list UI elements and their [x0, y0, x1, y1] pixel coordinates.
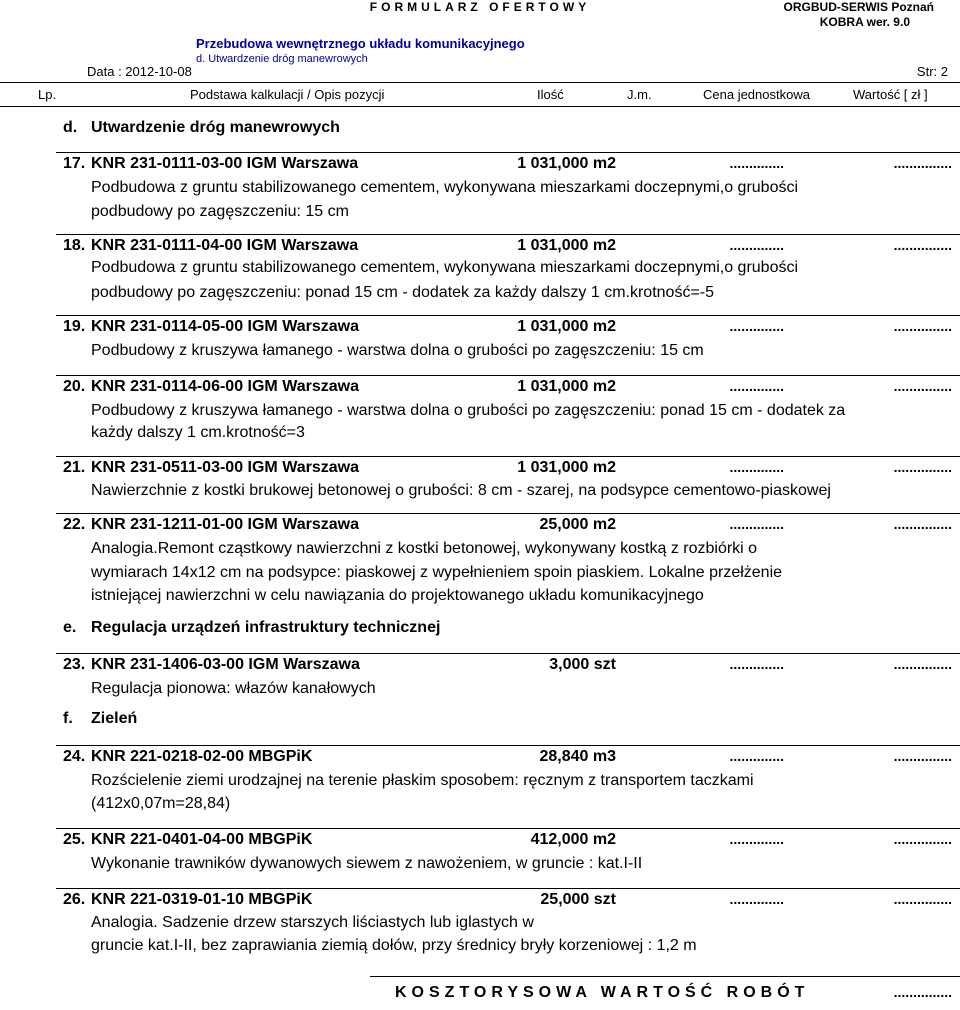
item-desc-line: Wykonanie trawników dywanowych siewem z nawożeniem, w gruncie : kat.I-II — [91, 855, 643, 872]
item-price: .............. — [729, 155, 784, 171]
item-price: .............. — [729, 831, 784, 847]
col-qty: Ilość — [537, 87, 564, 102]
item-price: .............. — [729, 891, 784, 907]
item-desc-line: Podbudowy z kruszywa łamanego - warstwa dolna o grubości po zagęszczeniu: 15 cm — [91, 342, 704, 359]
item-price: .............. — [729, 318, 784, 334]
item-code: KNR 231-0111-04-00 IGM Warszawa — [91, 237, 359, 254]
col-unit: J.m. — [627, 87, 652, 102]
item-qty: 1 031,000 m2 — [517, 459, 616, 476]
item-price: .............. — [729, 656, 784, 672]
item-desc-line: Nawierzchnie z kostki brukowej betonowej o grubości: 8 cm - szarej, na podsypce cementowo-piaskowej — [91, 482, 831, 499]
item-value: ............... — [893, 748, 952, 764]
item-desc-line: (412x0,07m=28,84) — [91, 795, 231, 812]
item-number: 22. — [63, 516, 86, 533]
item-rule — [56, 745, 960, 746]
software-version: KOBRA wer. 9.0 — [819, 15, 910, 29]
item-rule — [56, 456, 960, 457]
item-number: 18. — [63, 237, 86, 254]
item-desc-line: każdy dalszy 1 cm.krotność=3 — [91, 424, 305, 441]
item-desc-line: podbudowy po zagęszczeniu: ponad 15 cm - dodatek za każdy dalszy 1 cm.krotność=-5 — [91, 284, 715, 301]
item-rule — [56, 513, 960, 514]
document-date: Data : 2012-10-08 — [87, 64, 192, 79]
item-number: 26. — [63, 891, 86, 908]
item-desc-line: Podbudowy z kruszywa łamanego - warstwa dolna o grubości po zagęszczeniu: ponad 15 cm - dodatek za — [91, 402, 846, 419]
page-number: Str: 2 — [916, 64, 948, 79]
item-value: ............... — [893, 891, 952, 907]
section-title: Regulacja urządzeń infrastruktury technicznej — [91, 619, 441, 636]
header-bottom-rule — [0, 106, 960, 107]
item-desc-line: wymiarach 14x12 cm na podsypce: piaskowej z wypełnieniem spoin piaskiem. Lokalne przełżenie — [91, 564, 783, 581]
item-rule — [56, 888, 960, 889]
col-basis: Podstawa kalkulacji / Opis pozycji — [190, 87, 385, 102]
item-desc-line: Rozścielenie ziemi urodzajnej na terenie płaskim sposobem: ręcznym z transportem taczkami — [91, 772, 754, 789]
item-number: 23. — [63, 656, 86, 673]
total-rule — [370, 976, 960, 977]
item-number: 20. — [63, 378, 86, 395]
item-value: ............... — [893, 516, 952, 532]
item-price: .............. — [729, 237, 784, 253]
item-value: ............... — [893, 831, 952, 847]
item-rule — [56, 234, 960, 235]
company-name: ORGBUD-SERWIS Poznań — [783, 0, 934, 14]
section-title: Zieleń — [91, 710, 138, 727]
item-qty: 1 031,000 m2 — [517, 155, 616, 172]
item-value: ............... — [893, 318, 952, 334]
item-number: 24. — [63, 748, 86, 765]
item-code: KNR 221-0401-04-00 MBGPiK — [91, 831, 313, 848]
item-value: ............... — [893, 378, 952, 394]
item-code: KNR 231-0111-03-00 IGM Warszawa — [91, 155, 359, 172]
item-qty: 1 031,000 m2 — [517, 237, 616, 254]
form-title: FORMULARZ OFERTOWY — [369, 0, 591, 14]
item-code: KNR 231-1406-03-00 IGM Warszawa — [91, 656, 360, 673]
item-qty: 1 031,000 m2 — [517, 318, 616, 335]
item-rule — [56, 828, 960, 829]
item-qty: 25,000 m2 — [539, 516, 616, 533]
item-code: KNR 231-0114-06-00 IGM Warszawa — [91, 378, 359, 395]
item-rule — [56, 375, 960, 376]
item-code: KNR 231-0511-03-00 IGM Warszawa — [91, 459, 359, 476]
item-qty: 1 031,000 m2 — [517, 378, 616, 395]
col-unit-price: Cena jednostkowa — [703, 87, 810, 102]
col-lp: Lp. — [38, 87, 57, 102]
item-value: ............... — [893, 656, 952, 672]
total-label: KOSZTORYSOWA WARTOŚĆ ROBÓT — [395, 984, 810, 1001]
item-rule — [56, 315, 960, 316]
item-qty: 3,000 szt — [549, 656, 616, 673]
item-rule — [56, 152, 960, 153]
section-letter: e. — [63, 619, 77, 636]
item-price: .............. — [729, 748, 784, 764]
item-desc-line: Podbudowa z gruntu stabilizowanego cementem, wykonywana mieszarkami doczepnymi,o grubości — [91, 179, 799, 196]
item-value: ............... — [893, 155, 952, 171]
item-desc-line: Analogia. Sadzenie drzew starszych liściastych lub iglastych w — [91, 914, 534, 931]
item-price: .............. — [729, 516, 784, 532]
item-desc-line: Analogia.Remont cząstkowy nawierzchni z kostki betonowej, wykonywany kostką z rozbiórki o — [91, 540, 758, 557]
item-code: KNR 231-1211-01-00 IGM Warszawa — [91, 516, 359, 533]
item-number: 21. — [63, 459, 86, 476]
total-value: ............... — [893, 984, 952, 1000]
item-value: ............... — [893, 459, 952, 475]
col-value: Wartość [ zł ] — [853, 87, 928, 102]
item-value: ............... — [893, 237, 952, 253]
item-code: KNR 221-0319-01-10 MBGPiK — [91, 891, 313, 908]
item-code: KNR 231-0114-05-00 IGM Warszawa — [91, 318, 359, 335]
section-title: Utwardzenie dróg manewrowych — [91, 119, 340, 136]
item-qty: 25,000 szt — [540, 891, 616, 908]
item-code: KNR 221-0218-02-00 MBGPiK — [91, 748, 313, 765]
item-qty: 28,840 m3 — [539, 748, 616, 765]
item-number: 25. — [63, 831, 86, 848]
item-number: 19. — [63, 318, 86, 335]
item-price: .............. — [729, 378, 784, 394]
item-desc-line: Podbudowa z gruntu stabilizowanego cementem, wykonywana mieszarkami doczepnymi,o grubości — [91, 259, 799, 276]
item-qty: 412,000 m2 — [530, 831, 616, 848]
project-title: Przebudowa wewnętrznego układu komunikacyjnego — [196, 36, 525, 51]
section-letter: d. — [63, 119, 78, 136]
item-rule — [56, 653, 960, 654]
section-letter: f. — [63, 710, 73, 727]
item-desc-line: gruncie kat.I-II, bez zaprawiania ziemią dołów, przy średnicy bryły korzeniowej : 1,2 m — [91, 937, 697, 954]
item-desc-line: istniejącej nawierzchni w celu nawiązania do projektowanego układu komunikacyjnego — [91, 587, 704, 604]
item-desc-line: podbudowy po zagęszczeniu: 15 cm — [91, 203, 349, 220]
header-top-rule — [0, 82, 960, 83]
header-section: d. Utwardzenie dróg manewrowych — [196, 53, 368, 65]
item-price: .............. — [729, 459, 784, 475]
item-number: 17. — [63, 155, 86, 172]
item-desc-line: Regulacja pionowa: włazów kanałowych — [91, 680, 376, 697]
